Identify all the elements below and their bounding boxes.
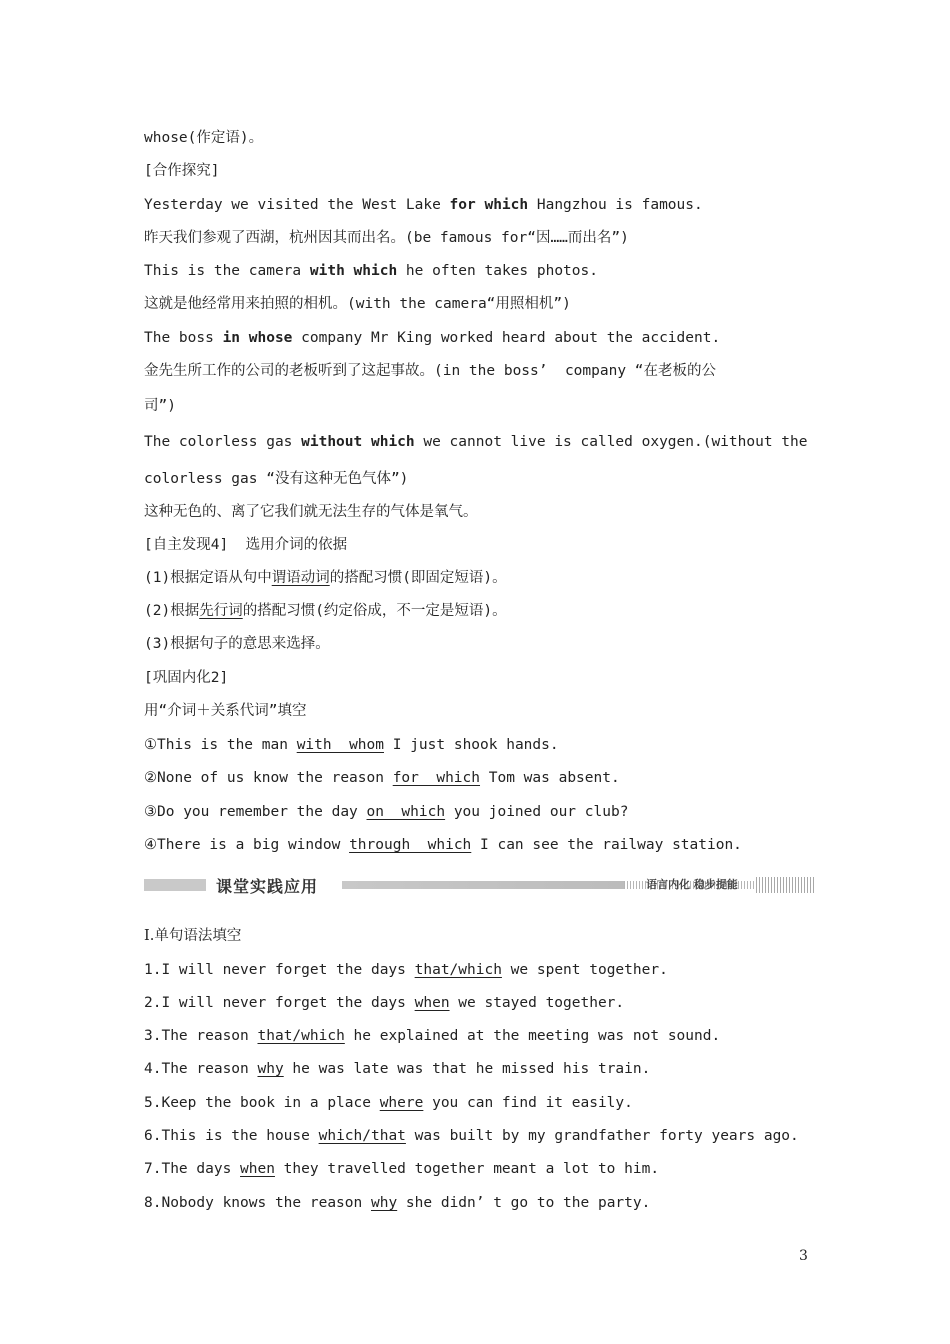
example-sentence: The colorless gas without which we cannot live is called oxygen.(without the	[144, 434, 808, 450]
exercise-item: 8.Nobody knows the reason why she didn’ t go to the party.	[144, 1195, 651, 1211]
rule-line: (1)根据定语从句中谓语动词的搭配习惯(即固定短语)。	[144, 570, 507, 586]
section-banner	[144, 876, 814, 894]
exercise-item: 2.I will never forget the days when we stayed together.	[144, 995, 625, 1011]
text-line: colorless gas “没有这种无色气体”)	[144, 471, 409, 487]
exercise-item: 1.I will never forget the days that/which we spent together.	[144, 962, 668, 978]
exercise-item: 3.The reason that/which he explained at the meeting was not sound.	[144, 1028, 721, 1044]
section-label-cooperative-exploration: [合作探究]	[144, 163, 220, 179]
exercise-item: 6.This is the house which/that was built by my grandfather forty years ago.	[144, 1128, 799, 1144]
banner-title: 课堂实践应用	[216, 877, 319, 896]
rule-line: (2)根据先行词的搭配习惯(约定俗成，不一定是短语)。	[144, 603, 507, 619]
answer-blank: why	[257, 1061, 284, 1077]
example-sentence: This is the camera with which he often takes photos.	[144, 263, 598, 279]
fill-blank-item: ③Do you remember the day on which you joined our club?	[144, 804, 629, 820]
fill-blank-item: ②None of us know the reason for which Tom was absent.	[144, 770, 620, 786]
answer-blank: through which	[349, 837, 472, 853]
answer-blank: with whom	[296, 737, 384, 753]
page-number: 3	[799, 1248, 808, 1264]
answer-blank: why	[370, 1195, 398, 1211]
exercise-item: 4.The reason why he was late was that he missed his train.	[144, 1061, 651, 1077]
translation-line: 司”)	[144, 398, 176, 414]
answer-blank: where	[379, 1095, 424, 1111]
rule-line: (3)根据句子的意思来选择。	[144, 636, 330, 652]
exercise-item: 7.The days when they travelled together meant a lot to him.	[144, 1161, 660, 1177]
example-sentence: Yesterday we visited the West Lake for which Hangzhou is famous.	[144, 197, 703, 213]
answer-blank: that/which	[414, 962, 502, 978]
highlight-phrase: for which	[449, 197, 529, 213]
answer-blank: that/which	[257, 1028, 345, 1044]
section-label-consolidation: [巩固内化2]	[144, 670, 229, 686]
banner-bar-right	[756, 877, 814, 893]
translation-line: 金先生所工作的公司的老板听到了这起事故。(in the boss’ company “在老板的公	[144, 363, 717, 379]
answer-blank: when	[414, 995, 450, 1011]
answer-blank: for which	[392, 770, 481, 786]
answer-blank: when	[240, 1161, 275, 1177]
translation-line: 这种无色的、离了它我们就无法生存的气体是氧气。	[144, 504, 478, 520]
example-sentence: The boss in whose company Mr King worked heard about the accident.	[144, 330, 721, 346]
banner-bar-left	[144, 879, 206, 891]
text-line: whose(作定语)。	[144, 130, 264, 146]
highlight-phrase: with which	[309, 263, 398, 279]
answer-blank: which/that	[318, 1128, 406, 1144]
banner-bar-middle	[342, 881, 624, 889]
highlight-phrase: in whose	[222, 330, 293, 346]
fill-blank-item: ④There is a big window through which I can see the railway station.	[144, 837, 742, 853]
instruction-line: 用“介词＋关系代词”填空	[144, 703, 307, 719]
answer-blank: 先行词	[199, 603, 243, 619]
fill-blank-item: ①This is the man with whom I just shook hands.	[144, 737, 559, 753]
highlight-phrase: without which	[301, 434, 415, 450]
translation-line: 这就是他经常用来拍照的相机。(with the camera“用照相机”)	[144, 296, 571, 312]
exercise-heading: Ⅰ.单句语法填空	[144, 928, 242, 944]
section-label-self-discovery: [自主发现4] 选用介词的依据	[144, 537, 348, 553]
exercise-item: 5.Keep the book in a place where you can find it easily.	[144, 1095, 633, 1111]
answer-blank: 谓语动词	[271, 570, 330, 586]
banner-tag: 语言内化 稳步提能	[646, 878, 738, 891]
translation-line: 昨天我们参观了西湖，杭州因其而出名。(be famous for“因……而出名”)	[144, 230, 629, 246]
answer-blank: on which	[366, 804, 446, 820]
